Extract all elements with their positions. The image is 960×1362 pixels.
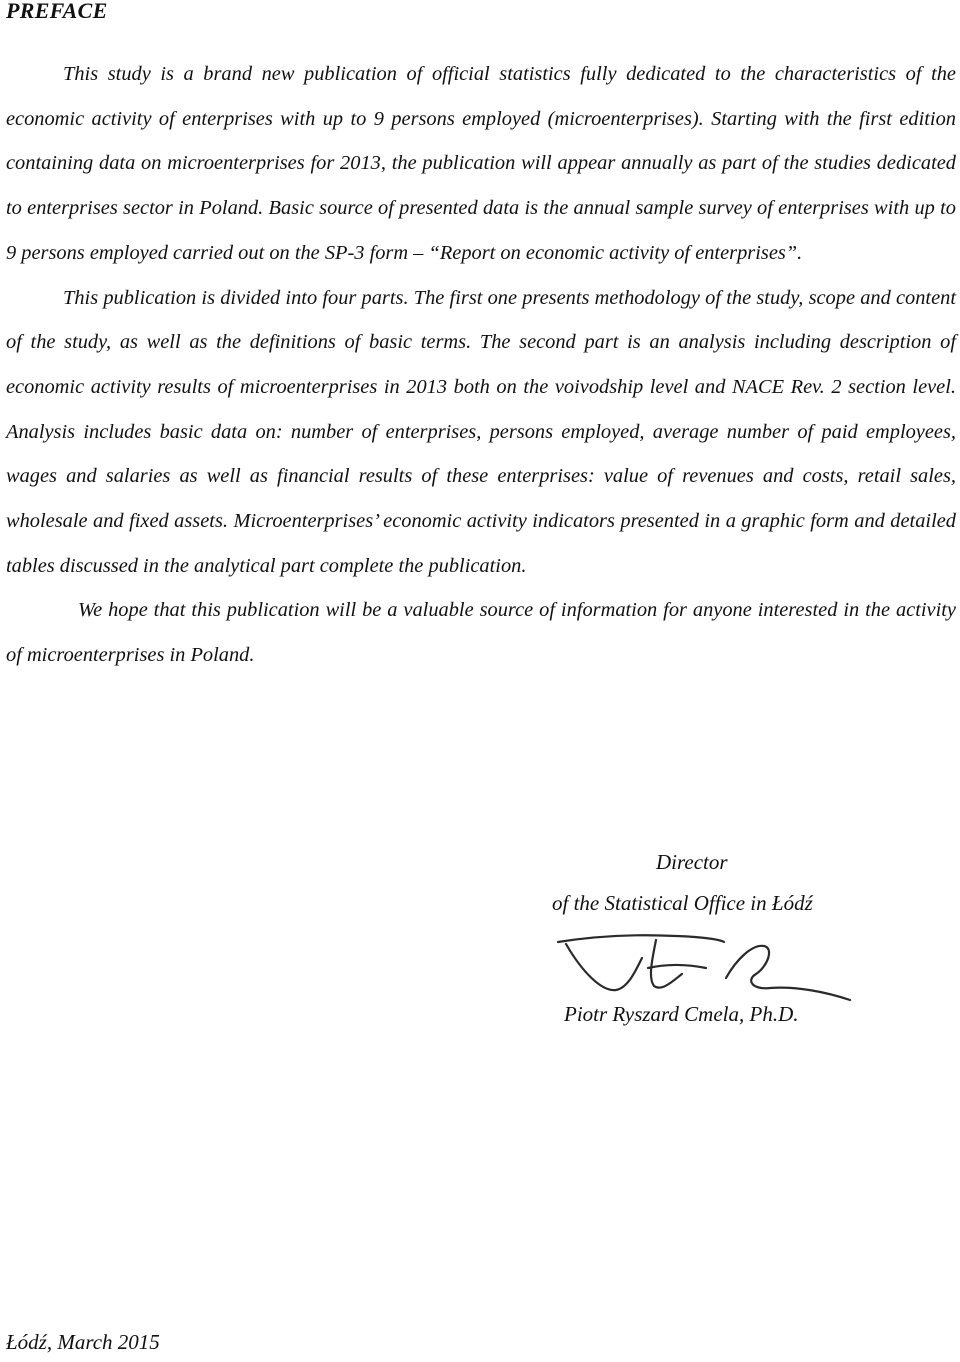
place-and-date: Łódź, March 2015 [6,1330,160,1354]
preface-paragraph-intro: This study is a brand new publication of official statistics fully dedicated to the characteristics of the economic activity of enterprises with up to 9 persons employed (microenterprises). Starting with the first edition containing data on microenterprises for 2013, the publication will appear annually as part of the studies dedicated to enterprises sector in Poland. Basic source of presented data is the annual sample survey of enterprises with up to 9 persons employed carried out on the SP-3 form – “Report on economic activity of enterprises”. [6,63,956,264]
page-title: PREFACE [6,0,108,23]
signatory-office: of the Statistical Office in Łódź [552,891,813,915]
preface-body [6,52,956,678]
signatory-title: Director [656,850,728,874]
signatory-name: Piotr Ryszard Cmela, Ph.D. [564,1002,799,1026]
signature-block [540,842,870,1026]
preface-paragraph-structure: This publication is divided into four parts. The first one presents methodology of the study, scope and content of the study, as well as the definitions of basic terms. The second part is an analysis including description of economic activity results of microenterprises in 2013 both on the voivodship level and NACE Rev. 2 section level. Analysis includes basic data on: number of enterprises, persons employed, average number of paid employees, wages and salaries as well as financial results of these enterprises: value of revenues and costs, retail sales, wholesale and fixed assets. Microenterprises’ economic activity indicators presented in a graphic form and detailed tables discussed in the analytical part complete the publication. [6,286,956,577]
preface-paragraph-closing: We hope that this publication will be a valuable source of information for anyone interested in the activity of microenterprises in Poland. [6,599,956,667]
handwritten-signature [556,930,856,1010]
